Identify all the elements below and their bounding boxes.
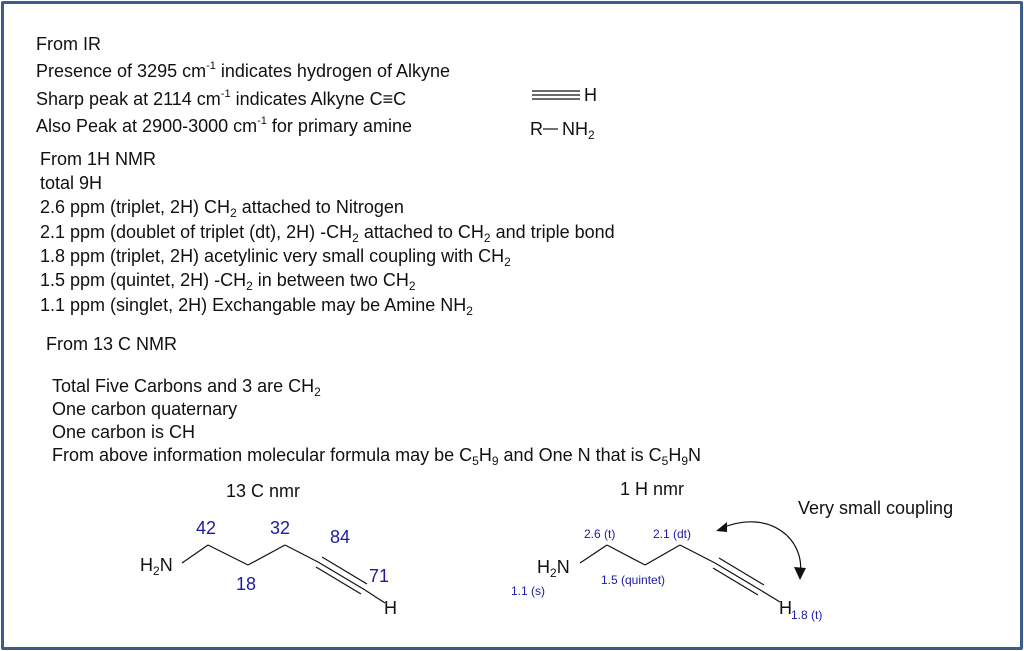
c13-shift-42: 42 — [196, 518, 217, 538]
h1-chain-bonds — [580, 545, 715, 565]
coupling-arrowhead-left — [716, 522, 727, 532]
ir-alkyne-triple-bond — [532, 91, 580, 99]
c13-h2n-label: $H_2N$ — [140, 555, 173, 578]
c13-terminal-h-bond — [365, 590, 385, 603]
ir-line-1: Presence of 3295 $cm^{-1}$ indicates hydrogen of Alkyne — [36, 60, 451, 81]
h1-shift-2-6: 2.6 (t) — [584, 527, 616, 541]
ir-line-3: Also Peak at 2900-3000 $cm^{-1}$ for primary amine — [36, 115, 412, 136]
h1-triple-bond — [713, 558, 764, 595]
c13-title: 13 C nmr — [226, 481, 301, 501]
c13-chain-bonds — [182, 545, 318, 565]
h1-h2n-label: $H_2N$ — [537, 557, 570, 580]
h1-shift-1-5: 1.5 (quintet) — [601, 573, 666, 587]
c13-shift-18: 18 — [236, 574, 257, 594]
c13-terminal-h: H — [384, 598, 397, 618]
coupling-note: Very small coupling — [798, 498, 954, 518]
ir-heading: From IR — [36, 34, 101, 54]
h1-shift-2-1: 2.1 (dt) — [653, 527, 692, 541]
h1-terminal-h-bond — [762, 591, 780, 602]
hnmr-line-2: 2.1 ppm (doublet of triplet (dt), 2H) $-CH_2$ attached to $CH_2$ and triple bond — [40, 222, 615, 245]
cnmr-line-3: One carbon is CH — [52, 422, 196, 442]
coupling-arrowhead-right — [794, 567, 806, 580]
cnmr-line-1: Total Five Carbons and 3 are $CH_2$ — [52, 376, 321, 399]
cnmr-line-4: From above information molecular formula may be $C_5H_9$ and One N that is $C_5H_9N$ — [52, 445, 702, 468]
h1-shift-1-8: 1.8 (t) — [791, 608, 823, 622]
h1-terminal-h: H — [779, 598, 792, 618]
hnmr-line-3: 1.8 ppm (triplet, 2H) acetylinic very small coupling with $CH_2$ — [40, 246, 511, 269]
c13-shift-32: 32 — [270, 518, 291, 538]
cnmr-heading: From 13 C NMR — [46, 334, 178, 354]
amine-r-label: R — [530, 119, 543, 139]
alkyne-h-label: H — [584, 85, 597, 105]
hnmr-line-5: 1.1 ppm (singlet, 2H) Exchangable may be Amine $NH_2$ — [40, 295, 473, 318]
h1-title: 1 H nmr — [620, 479, 685, 499]
amine-nh2-label: $NH_2$ — [562, 119, 595, 142]
h1-shift-1-1: 1.1 (s) — [511, 584, 546, 598]
hnmr-line-4: 1.5 ppm (quintet, 2H) $-CH_2$ in between two $CH_2$ — [40, 270, 416, 293]
c13-triple-bond — [316, 557, 367, 594]
ir-line-2: Sharp peak at 2114 $cm^{-1}$ indicates Alkyne C≡C — [36, 88, 407, 109]
hnmr-heading: From 1H NMR — [40, 149, 156, 169]
cnmr-line-2: One carbon quaternary — [52, 399, 238, 419]
hnmr-line-1: 2.6 ppm (triplet, 2H) $CH_2$ attached to Nitrogen — [40, 197, 404, 220]
hnmr-total: total 9H — [40, 173, 103, 193]
c13-shift-84: 84 — [330, 527, 351, 547]
c13-shift-71: 71 — [369, 566, 390, 586]
